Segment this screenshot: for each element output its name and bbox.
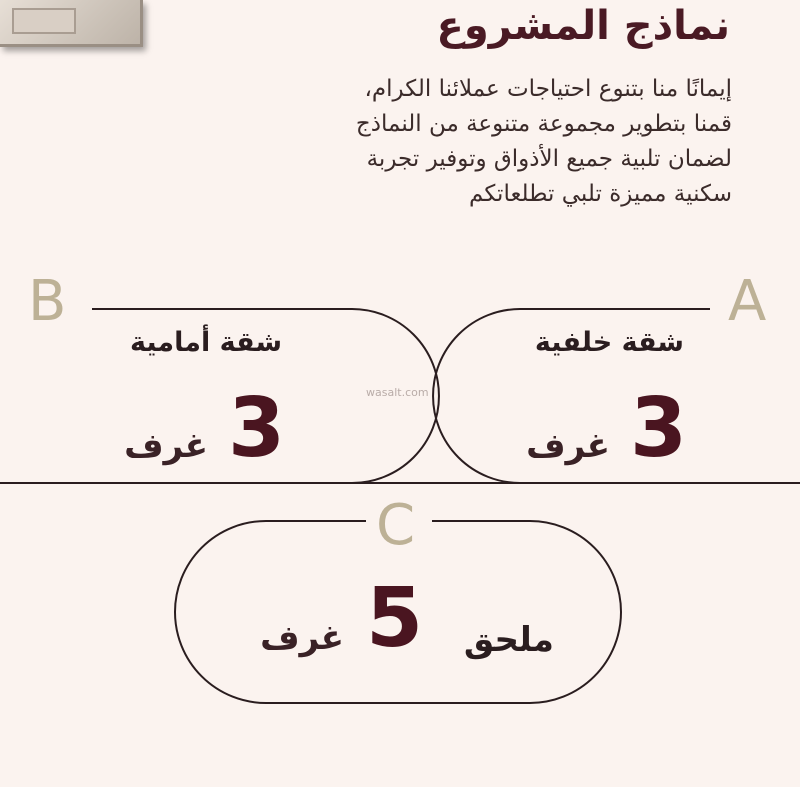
- intro-line: لضمان تلبية جميع الأذواق وتوفير تجربة: [366, 146, 732, 172]
- frame-a-left-curve: [433, 309, 520, 483]
- model-b-label: شقة أمامية: [130, 327, 282, 358]
- model-letter-b: B: [28, 269, 67, 334]
- model-b-unit: غرف: [124, 426, 208, 466]
- intro-line: قمنا بتطوير مجموعة متنوعة من النماذج: [355, 111, 732, 137]
- model-letter-a: A: [728, 269, 767, 334]
- model-a-number: 3: [630, 381, 688, 476]
- model-a-unit: غرف: [526, 426, 610, 466]
- model-c-unit: غرف: [260, 618, 344, 658]
- model-letter-c: C: [376, 493, 416, 558]
- model-c-number: 5: [366, 571, 424, 666]
- model-c-label: ملحق: [463, 620, 554, 660]
- intro-line: سكنية مميزة تلبي تطلعاتكم: [469, 181, 732, 207]
- page-title: نماذج المشروع: [436, 3, 730, 49]
- model-b-number: 3: [228, 381, 286, 476]
- watermark: wasalt.com: [366, 386, 429, 399]
- intro-line: إيمانًا منا بتنوع احتياجات عملائنا الكرام،: [364, 76, 732, 102]
- model-a-label: شقة خلفية: [534, 327, 684, 358]
